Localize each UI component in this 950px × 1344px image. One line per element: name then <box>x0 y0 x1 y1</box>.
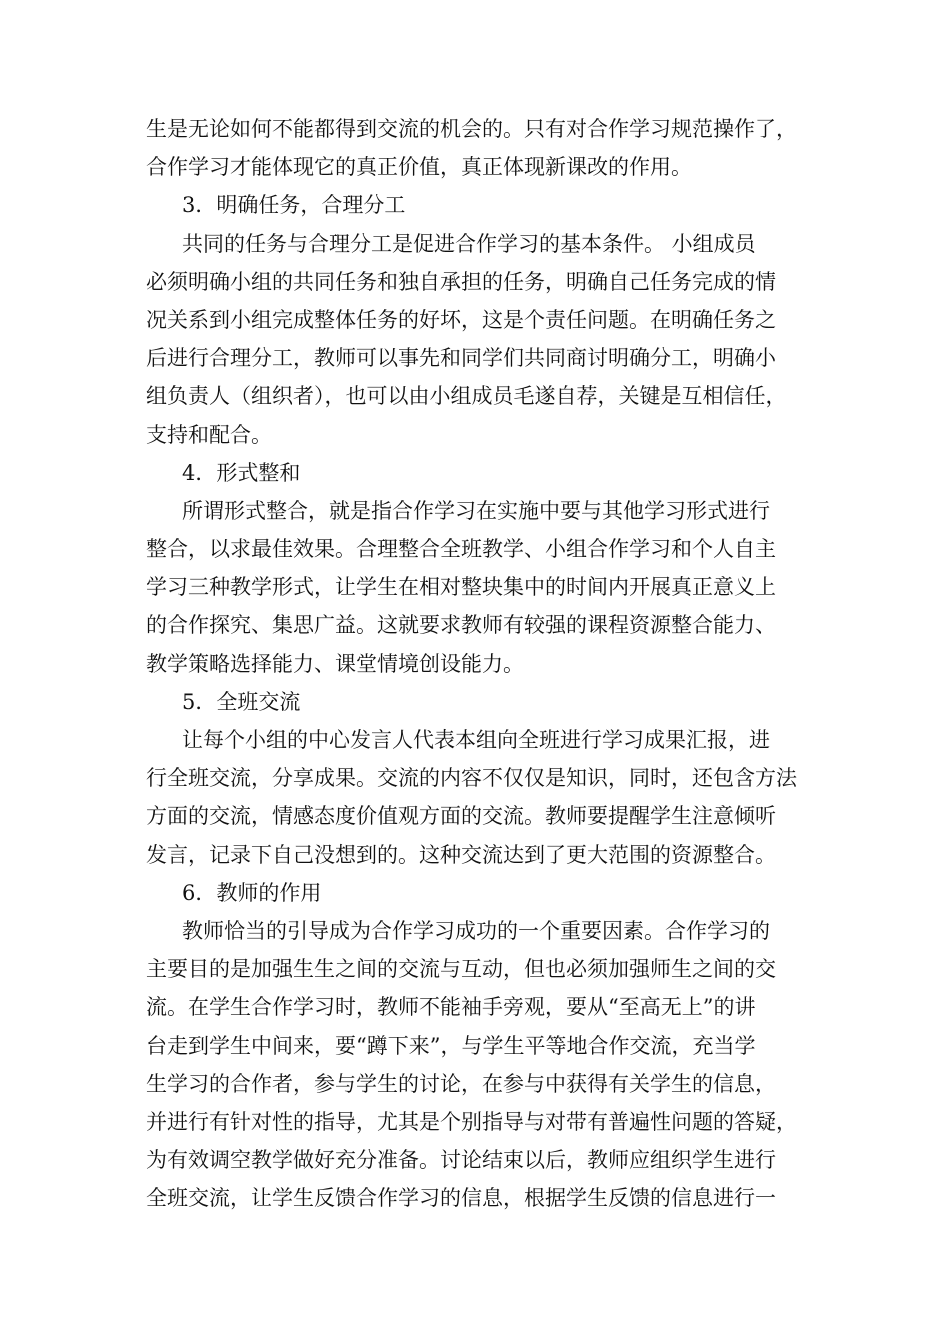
body-line: 全班交流，让学生反馈合作学习的信息，根据学生反馈的信息进行一 <box>146 1186 776 1211</box>
body-line: 发言，记录下自己没想到的。这种交流达到了更大范围的资源整合。 <box>146 842 776 867</box>
body-line: 组负责人（组织者），也可以由小组成员毛遂自荐，关键是互相信任， <box>146 384 787 409</box>
section-heading: 6．教师的作用 <box>182 880 322 905</box>
body-line: 支持和配合。 <box>146 422 272 447</box>
section-heading: 4．形式整和 <box>182 460 301 485</box>
body-line: 并进行有针对性的指导，尤其是个别指导与对带有普遍性问题的答疑， <box>146 1109 797 1134</box>
body-line: 的合作探究、集思广益。这就要求教师有较强的课程资源整合能力、 <box>146 613 776 638</box>
paragraph-first-line: 教师恰当的引导成为合作学习成功的一个重要因素。合作学习的 <box>182 918 770 943</box>
paragraph-first-line: 所谓形式整合，就是指合作学习在实施中要与其他学习形式进行 <box>182 498 770 523</box>
body-line: 方面的交流，情感态度价值观方面的交流。教师要提醒学生注意倾听 <box>146 804 776 829</box>
body-line: 整合，以求最佳效果。合理整合全班教学、小组合作学习和个人自主 <box>146 537 776 562</box>
paragraph-first-line: 共同的任务与合理分工是促进合作学习的基本条件。 小组成员 <box>182 231 756 256</box>
body-line: 生是无论如何不能都得到交流的机会的。只有对合作学习规范操作了， <box>146 117 797 141</box>
document-body <box>146 110 826 1217</box>
body-line: 合作学习才能体现它的真正价值，真正体现新课改的作用。 <box>146 155 692 180</box>
section-heading: 5．全班交流 <box>182 689 301 714</box>
paragraph-first-line: 让每个小组的中心发言人代表本组向全班进行学习成果汇报，进 <box>182 728 770 752</box>
body-line: 教学策略选择能力、课堂情境创设能力。 <box>146 651 524 676</box>
body-line: 必须明确小组的共同任务和独自承担的任务，明确自己任务完成的情 <box>146 269 776 294</box>
body-line: 为有效调空教学做好充分准备。讨论结束以后，教师应组织学生进行 <box>146 1148 776 1173</box>
body-line: 生学习的合作者，参与学生的讨论，在参与中获得有关学生的信息， <box>146 1071 776 1096</box>
body-line: 主要目的是加强生生之间的交流与互动，但也必须加强师生之间的交 <box>146 957 776 982</box>
body-line: 台走到学生中间来，要“蹲下来”，与学生平等地合作交流，充当学 <box>146 1033 756 1058</box>
body-line: 行全班交流，分享成果。交流的内容不仅仅是知识，同时，还包含方法 <box>146 766 797 791</box>
body-line: 况关系到小组完成整体任务的好坏，这是个责任问题。在明确任务之 <box>146 307 776 332</box>
body-line: 流。在学生合作学习时，教师不能袖手旁观，要从“至高无上”的讲 <box>146 995 756 1020</box>
body-line: 学习三种教学形式，让学生在相对整块集中的时间内开展真正意义上 <box>146 575 776 600</box>
section-heading: 3．明确任务，合理分工 <box>182 193 406 218</box>
body-line: 后进行合理分工，教师可以事先和同学们共同商讨明确分工，明确小 <box>146 346 776 371</box>
